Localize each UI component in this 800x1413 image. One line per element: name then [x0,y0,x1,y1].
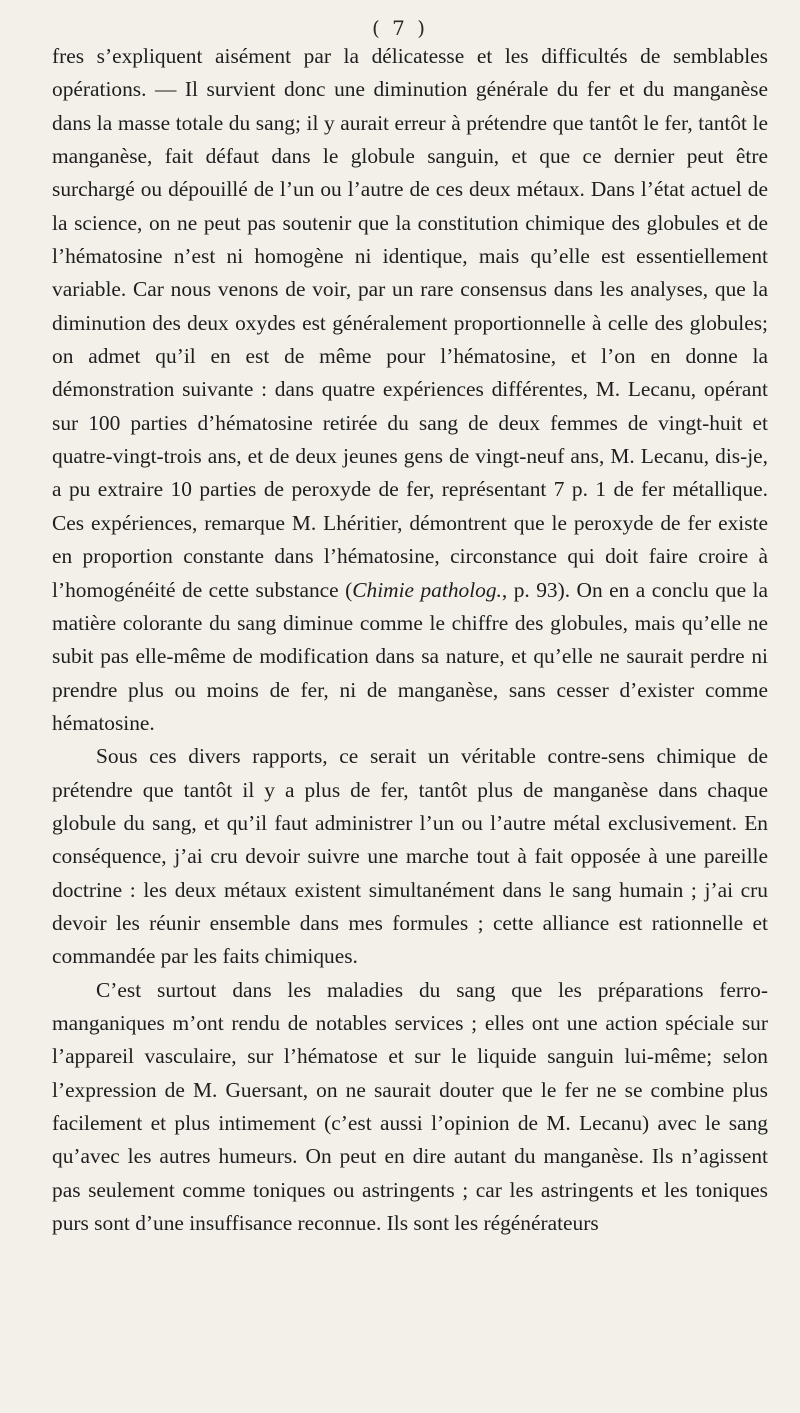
paragraph-3: C’est surtout dans les maladies du sang que les préparations ferro-manganiques m’ont rendu de notables services ; elles ont une action spéciale sur l’appareil vasculaire, sur l’hématose et sur le liquide sanguin lui-même; selon l’expression de M. Guersant, on ne saurait douter que le fer ne se combine plus facilement et plus intimement (c’est aussi l’opinion de M. Lecanu) avec le sang qu’avec les autres humeurs. On peut en dire autant du manganèse. Ils n’agissent pas seulement comme toniques ou astringents ; car les astringents et les toniques purs sont d’une insuffisance reconnue. Ils sont les régénérateurs [52,977,768,1236]
page-number: ( 7 ) [371,16,429,40]
paragraph-1-text-end: , p. 93). On en a conclu que la matière colorante du sang diminue comme le chiffre des globules, mais qu’elle ne subit pas elle-même de modification dans sa nature, et qu’elle ne saurait perdre ni prendre plus ou moins de fer, ni de manganèse, sans cesser d’exister comme hématosine. [52,577,768,735]
paragraph-1 [52,40,768,740]
body-text [52,40,768,1240]
paragraph-1-text: fres s’expliquent aisément par la délicatesse et les difficultés de semblables opérations. — Il survient donc une diminution générale du fer et du manganèse dans la masse totale du sang; il y aurait erreur à prétendre que tantôt le fer, tantôt le manganèse, fait défaut dans le globule sanguin, et que ce dernier peut être surchargé ou dépouillé de l’un ou l’autre de ces deux métaux. Dans l’état actuel de la science, on ne peut pas soutenir que la constitution chimique des globules et de l’hématosine n’est ni homogène ni identique, mais qu’elle est essentiellement variable. Car nous venons de voir, par un rare consensus dans les analyses, que la diminution des deux oxydes est généralement proportionnelle à celle des globules; on admet qu’il en est de même pour l’hématosine, et l’on en donne la démonstration suivante : dans quatre expériences différentes, M. Lecanu, opérant sur 100 parties d’hématosine retirée du sang de deux femmes de vingt-huit et quatre-vingt-trois ans, et de deux jeunes gens de vingt-neuf ans, M. Lecanu, dis-je, a pu extraire 10 parties de peroxyde de fer, représentant 7 p. 1 de fer métallique. Ces expériences, remarque M. Lhéritier, démontrent que le peroxyde de fer existe en proportion constante dans l’hématosine, circonstance qui doit faire croire à l’homogénéité de cette substance ( [52,44,768,602]
italic-citation: Chimie patholog. [352,577,502,602]
paragraph-2: Sous ces divers rapports, ce serait un véritable contre-sens chimique de prétendre que tantôt il y a plus de fer, tantôt plus de manganèse dans chaque globule du sang, et qu’il faut administrer l’un ou l’autre métal exclusivement. En conséquence, j’ai cru devoir suivre une marche tout à fait opposée à une pareille doctrine : les deux métaux existent simultanément dans le sang humain ; j’ai cru devoir les réunir ensemble dans mes formules ; cette alliance est rationnelle et commandée par les faits chimiques. [52,744,768,969]
